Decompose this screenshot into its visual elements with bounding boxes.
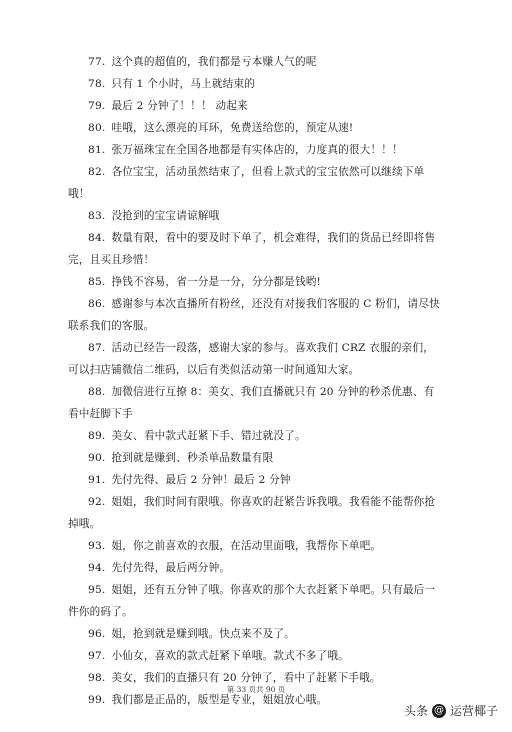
list-item (68, 557, 444, 579)
item-text: 这个真的超值的，我们都是亏本赚人气的呢 (111, 56, 317, 68)
list-item (68, 205, 444, 227)
item-number: 80. (88, 122, 106, 134)
item-number: 96. (88, 628, 106, 640)
item-text: 美女，我们的直播只有 20 分钟了，看中了赶紧下手哦。 (111, 672, 381, 684)
list-item (68, 227, 444, 271)
list-item (68, 447, 444, 469)
item-text: 活动已经告一段落，感谢大家的参与。喜欢我们 CRZ 衣服的亲们，可以扫店铺微信二维码，以后有类似活动第一时间通知大家。 (68, 342, 435, 376)
item-text: 美女、看中款式赶紧下手、错过就没了。 (111, 430, 306, 442)
item-text: 姐，抢到就是赚到哦。快点来不及了。 (111, 628, 295, 640)
list-item (68, 271, 444, 293)
item-text: 没抢到的宝宝请谅解哦 (111, 210, 220, 222)
item-number: 85. (88, 276, 106, 288)
watermark (404, 702, 498, 719)
item-number: 81. (88, 144, 106, 156)
item-number: 78. (88, 78, 106, 90)
item-text: 只有 1 个小时，马上就结束的 (111, 78, 256, 90)
document-body (68, 51, 444, 711)
list-item (68, 337, 444, 381)
item-text: 最后 2 分钟了！！！ 动起来 (111, 100, 248, 112)
item-text: 姐姐，还有五分钟了哦。你喜欢的那个大衣赶紧下单吧。只有最后一件你的码了。 (68, 584, 436, 618)
list-item (68, 645, 444, 667)
item-number: 97. (88, 650, 106, 662)
item-number: 87. (88, 342, 106, 354)
item-text: 挣钱不容易，省一分是一分，分分都是钱哟! (111, 276, 321, 288)
item-number: 99. (88, 694, 106, 706)
item-text: 哇哦，这么漂亮的耳环，免费送给您的，预定从速! (111, 122, 354, 134)
item-text: 小仙女，喜欢的款式赶紧下单哦。款式不多了哦。 (111, 650, 349, 662)
list-item (68, 535, 444, 557)
item-number: 79. (88, 100, 106, 112)
item-number: 93. (88, 540, 106, 552)
item-number: 84. (88, 232, 106, 244)
item-number: 77. (88, 56, 106, 68)
item-text: 姐，你之前喜欢的衣服，在活动里面哦，我帮你下单吧。 (111, 540, 382, 552)
item-text: 抢到就是赚到、秒杀单品数量有限 (111, 452, 274, 464)
item-number: 92. (88, 496, 106, 508)
item-text: 我们都是正品的，版型是专业，姐姐放心哦。 (111, 694, 328, 706)
list-item (68, 51, 444, 73)
item-number: 91. (88, 474, 106, 486)
item-number: 90. (88, 452, 106, 464)
list-item (68, 579, 444, 623)
list-item (68, 469, 444, 491)
item-text: 加微信进行互撩 8：美女、我们直播就只有 20 分钟的秒杀优惠、有看中赶脚下手 (68, 386, 435, 420)
item-text: 先付先得、最后 2 分钟！最后 2 分钟 (111, 474, 291, 486)
watermark-platform: 头条 (403, 704, 428, 718)
item-text: 各位宝宝，活动虽然结束了，但看上款式的宝宝依然可以继续下单哦！ (68, 166, 425, 200)
item-text: 感谢参与本次直播所有粉丝，还没有对接我们客服的 C 粉们，请尽快联系我们的客服。 (68, 298, 440, 332)
item-text: 先付先得，最后两分钟。 (111, 562, 231, 574)
item-text: 姐姐，我们时间有限哦。你喜欢的赶紧告诉我哦。我看能不能帮你抢掉哦。 (68, 496, 436, 530)
at-icon: @ (433, 705, 444, 716)
list-item (68, 117, 444, 139)
list-item (68, 161, 444, 205)
list-item (68, 95, 444, 117)
item-number: 88. (88, 386, 106, 398)
item-number: 94. (88, 562, 106, 574)
item-number: 98. (88, 672, 106, 684)
list-item (68, 73, 444, 95)
item-number: 82. (88, 166, 106, 178)
list-item (68, 381, 444, 425)
item-number: 83. (88, 210, 106, 222)
item-text: 数量有限，看中的要及时下单了，机会难得，我们的货品已经即将售完，且买且珍惜！ (68, 232, 436, 266)
item-number: 89. (88, 430, 106, 442)
watermark-account: 运营椰子 (449, 704, 498, 718)
item-text: 张万福珠宝在全国各地都是有实体店的，力度真的很大！！！ (111, 144, 403, 156)
page-footer: 第 33 页共 90 页 (226, 685, 286, 694)
list-item (68, 623, 444, 645)
list-item (68, 425, 444, 447)
item-number: 95. (88, 584, 106, 596)
item-number: 86. (88, 298, 106, 310)
list-item (68, 491, 444, 535)
list-item (68, 139, 444, 161)
list-item (68, 293, 444, 337)
